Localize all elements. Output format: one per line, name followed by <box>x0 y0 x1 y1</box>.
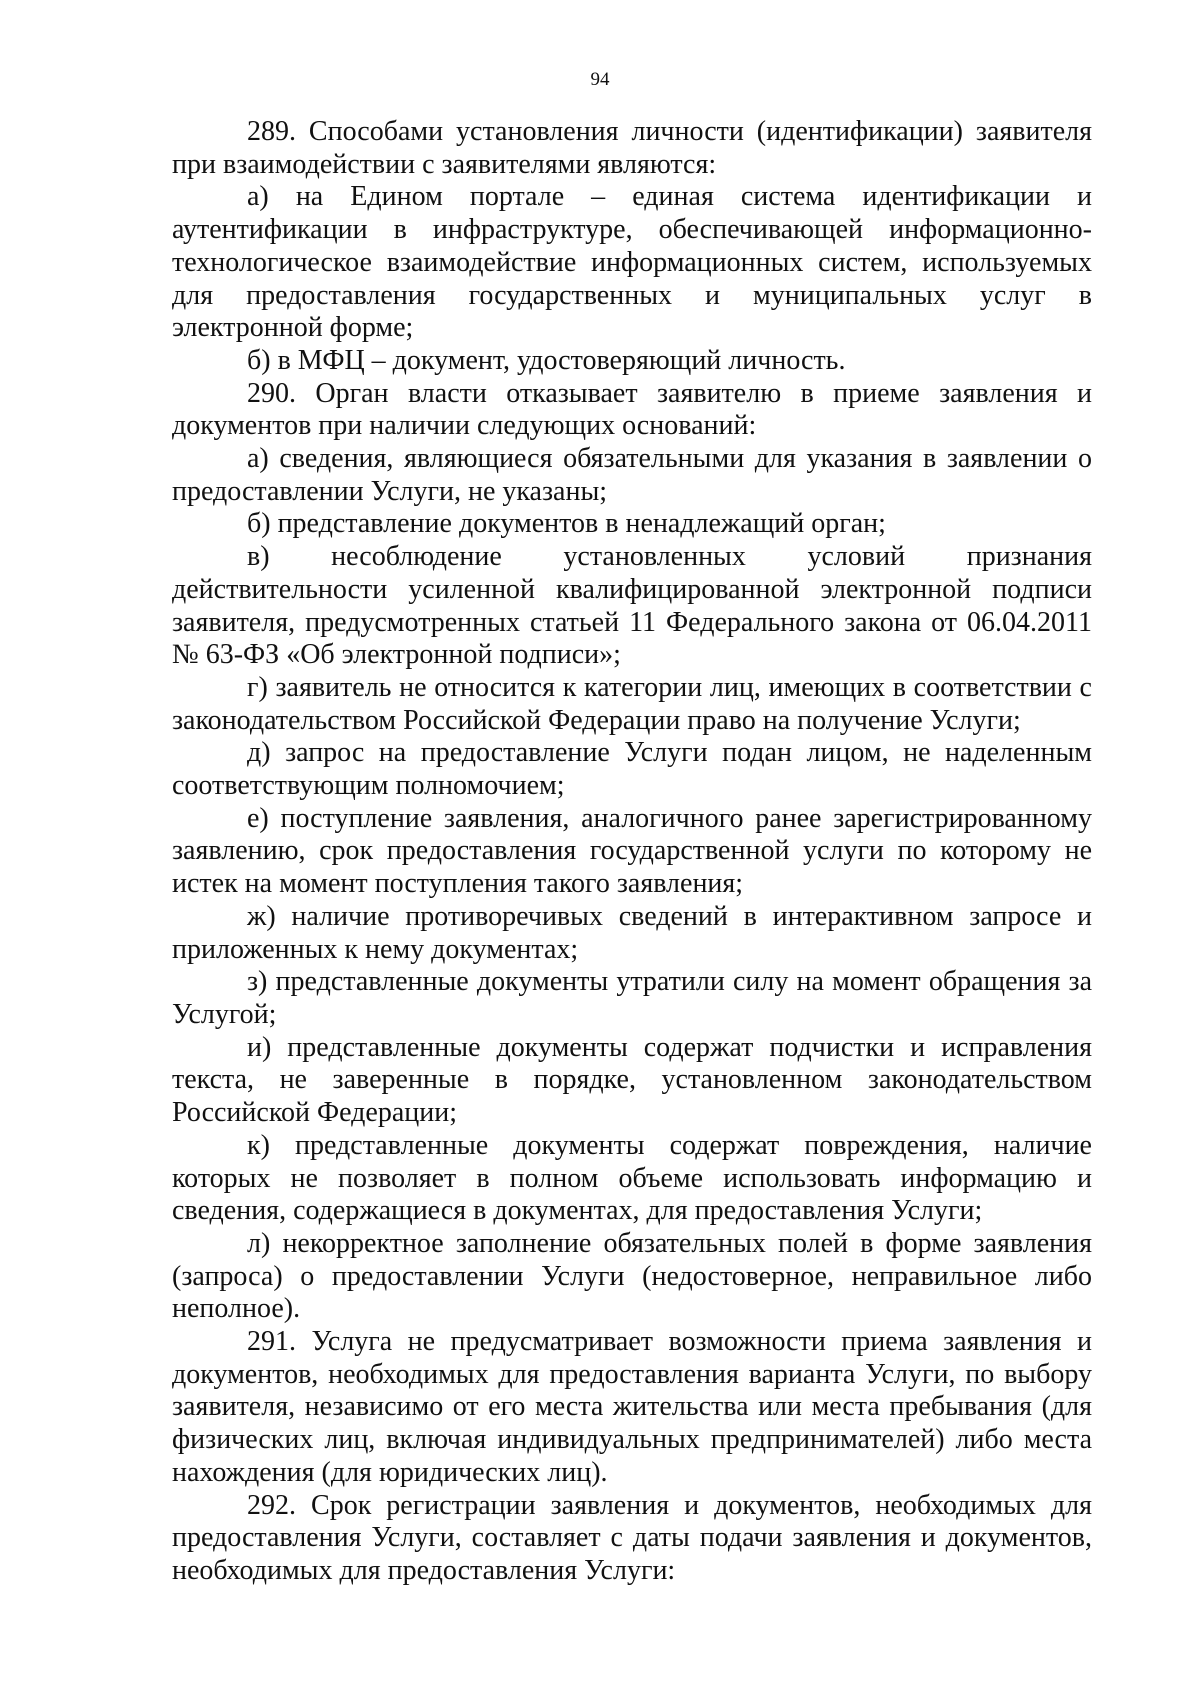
paragraph-290-e: е) поступление заявления, аналогичного ранее зарегистрированному заявлению, срок предоставления государственной услуги по которому не истек на момент поступления такого заявления; <box>172 802 1092 900</box>
paragraph-289: 289. Способами установления личности (идентификации) заявителя при взаимодействии с заявителями являются: <box>172 116 1092 180</box>
paragraph-292: 292. Срок регистрации заявления и документов, необходимых для предоставления Услуги, составляет с даты подачи заявления и документов, необходимых для предоставления Услуги: <box>172 1489 1092 1586</box>
paragraph-290-a: а) сведения, являющиеся обязательными для указания в заявлении о предоставлении Услуги, не указаны; <box>172 443 1092 507</box>
page-number: 94 <box>590 69 610 90</box>
paragraph-290-b: б) представление документов в ненадлежащий орган; <box>247 508 886 540</box>
paragraph-290-i: и) представленные документы содержат подчистки и исправления текста, не заверенные в порядке, установленном законодательством Российской Федерации; <box>172 1031 1092 1129</box>
paragraph-290: 290. Орган власти отказывает заявителю в приеме заявления и документов при наличии следующих оснований: <box>172 377 1092 442</box>
paragraph-290-v: в) несоблюдение установленных условий признания действительности усиленной квалифицированной электронной подписи заявителя, предусмотренных статьей 11 Федерального закона от 06.04.2011 № 63-ФЗ «Об электронной подписи»; <box>172 541 1092 671</box>
paragraph-290-k: к) представленные документы содержат повреждения, наличие которых не позволяет в полном объеме использовать информацию и сведения, содержащиеся в документах, для предоставления Услуги; <box>172 1129 1092 1227</box>
document-body <box>172 116 1092 1588</box>
paragraph-290-d: д) запрос на предоставление Услуги подан лицом, не наделенным соответствующим полномочием; <box>172 737 1092 802</box>
paragraph-290-zh: ж) наличие противоречивых сведений в интерактивном запросе и приложенных к нему документах; <box>172 900 1092 965</box>
paragraph-290-z: з) представленные документы утратили силу на момент обращения за Услугой; <box>172 966 1092 1030</box>
paragraph-290-l: л) некорректное заполнение обязательных полей в форме заявления (запроса) о предоставлении Услуги (недостоверное, неправильное либо неполное). <box>172 1227 1092 1325</box>
paragraph-289-b: б) в МФЦ – документ, удостоверяющий личность. <box>247 344 846 376</box>
paragraph-290-g: г) заявитель не относится к категории лиц, имеющих в соответствии с законодательством Российской Федерации право на получение Услуги; <box>172 671 1092 736</box>
paragraph-291: 291. Услуга не предусматривает возможности приема заявления и документов, необходимых для предоставления варианта Услуги, по выбору заявителя, независимо от его места жительства или места пребывания (для физических лиц, включая индивидуальных предпринимателей) либо места нахождения (для юридических лиц). <box>172 1326 1092 1488</box>
paragraph-289-a: а) на Едином портале – единая система идентификации и аутентификации в инфраструктуре, обеспечивающей информационно-технологическое взаимодействие информационных систем, используемых для предоставления государственных и муниципальных услуг в электронной форме; <box>172 181 1092 344</box>
